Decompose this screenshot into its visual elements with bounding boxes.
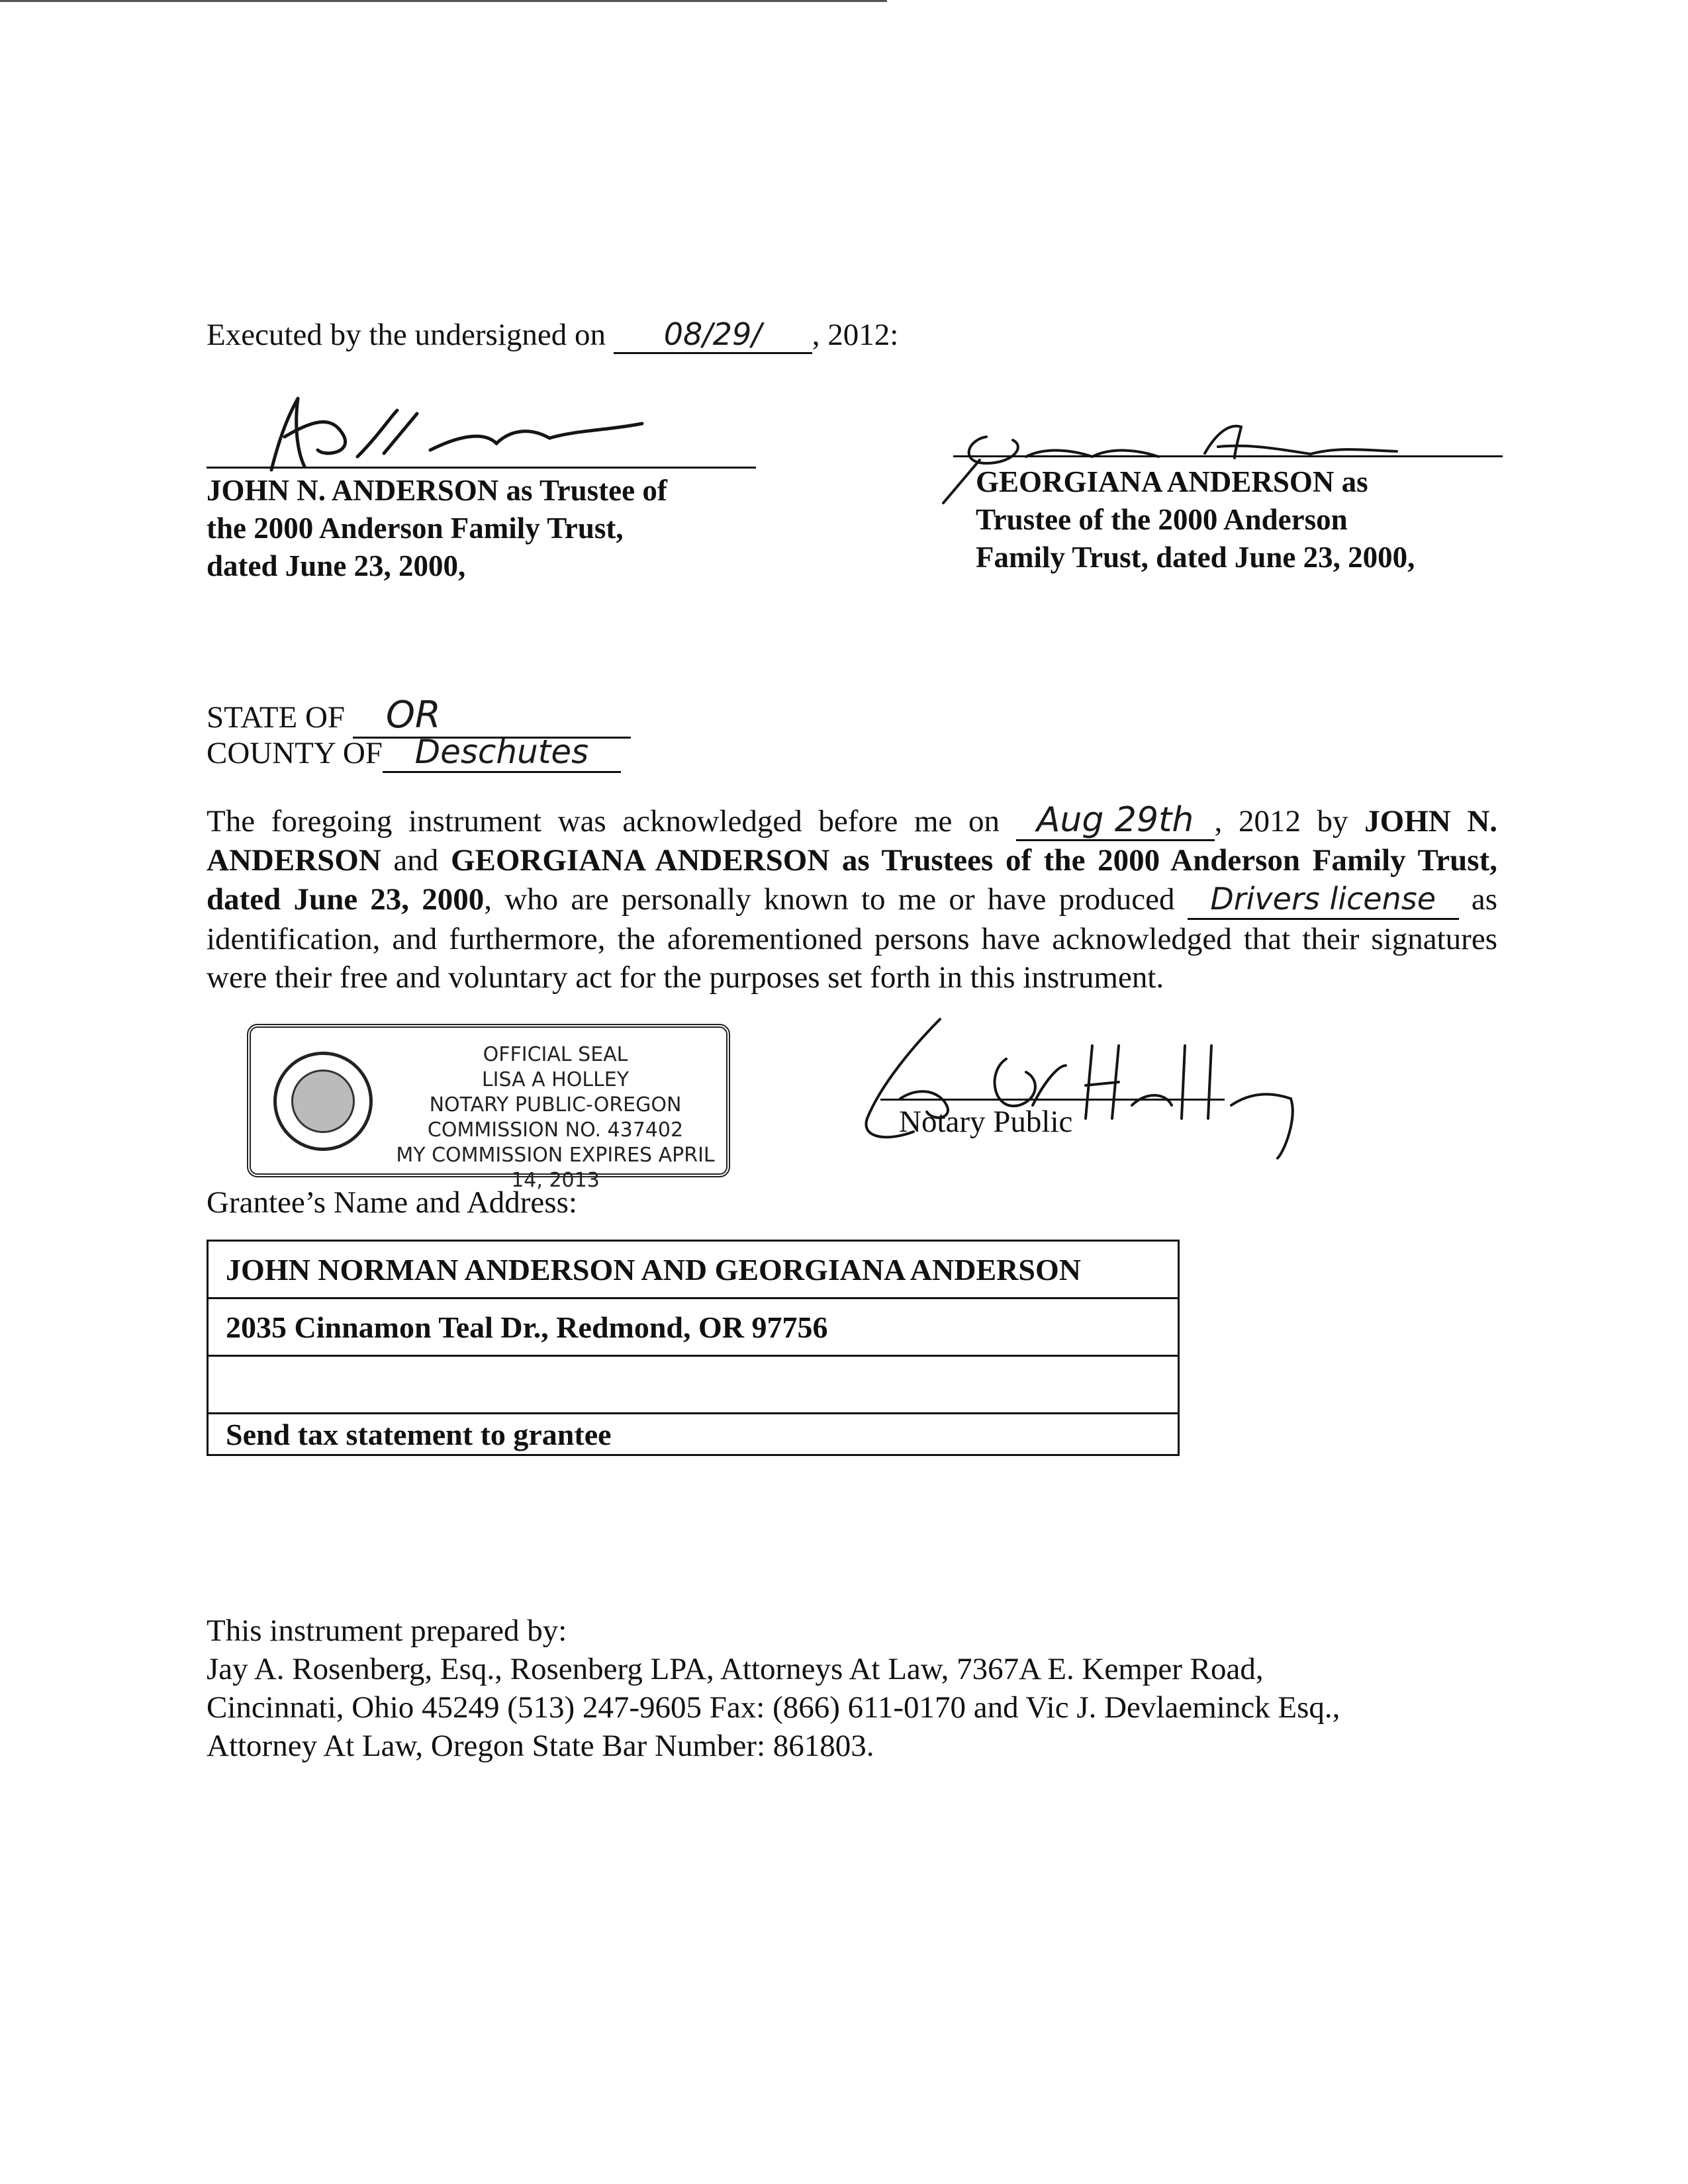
ack-text-2: , 2012 by bbox=[1214, 804, 1348, 839]
ack-text-5: as identification, and furthermore, the aforementioned persons have acknowledged that their signatures were their free and voluntary act for the purposes set forth in this instrument. bbox=[207, 882, 1498, 995]
ack-name-john: JOHN N. ANDERSON bbox=[207, 804, 1498, 878]
grantee-blank-cell bbox=[208, 1356, 1179, 1414]
state-value: OR bbox=[353, 694, 631, 739]
execution-year: , 2012: bbox=[812, 318, 899, 352]
ack-text-4: , who are personally known to me or have produced bbox=[484, 882, 1175, 917]
georgiana-caption bbox=[976, 463, 1415, 576]
table-row bbox=[208, 1356, 1179, 1414]
notary-public-label: Notary Public bbox=[899, 1105, 1073, 1139]
georgiana-caption-line-2: Trustee of the 2000 Anderson bbox=[976, 503, 1348, 536]
ack-name-georgiana: GEORGIANA ANDERSON as Trustees of the 2000 Anderson Family Trust, dated June 23, 2000 bbox=[207, 843, 1498, 917]
georgiana-caption-line-1: GEORGIANA ANDERSON as bbox=[976, 465, 1368, 498]
georgiana-signature-line bbox=[953, 455, 1503, 457]
county-value: Deschutes bbox=[383, 733, 621, 773]
prepared-by-heading: This instrument prepared by: bbox=[207, 1614, 567, 1648]
john-caption-line-1: JOHN N. ANDERSON as Trustee of bbox=[207, 474, 667, 507]
notary-signature bbox=[841, 1006, 1344, 1165]
table-row bbox=[208, 1298, 1179, 1356]
seal-emblem-center bbox=[291, 1069, 355, 1133]
grantee-address-cell: 2035 Cinnamon Teal Dr., Redmond, OR 97756 bbox=[208, 1298, 1179, 1356]
seal-line-1: OFFICIAL SEAL bbox=[483, 1043, 628, 1066]
execution-line bbox=[207, 316, 898, 354]
ack-text-1: The foregoing instrument was acknowledged before me on bbox=[207, 804, 1000, 839]
john-caption-line-2: the 2000 Anderson Family Trust, bbox=[207, 512, 624, 545]
execution-date: 08/29/ bbox=[614, 316, 812, 354]
prepared-by-line-3: Attorney At Law, Oregon State Bar Number: 861803. bbox=[207, 1729, 874, 1763]
seal-text bbox=[383, 1042, 727, 1193]
prepared-by-block bbox=[207, 1612, 1530, 1765]
county-row bbox=[207, 733, 621, 773]
grantee-name-cell: JOHN NORMAN ANDERSON AND GEORGIANA ANDERSON bbox=[208, 1241, 1179, 1298]
execution-lead: Executed by the undersigned on bbox=[207, 318, 606, 352]
seal-line-2: LISA A HOLLEY bbox=[481, 1068, 630, 1091]
acknowledgment-paragraph bbox=[207, 801, 1497, 997]
prepared-by-line-2: Cincinnati, Ohio 45249 (513) 247-9605 Fax: (866) 611-0170 and Vic J. Devlaeminck Esq., bbox=[207, 1690, 1340, 1725]
notary-signature-line bbox=[880, 1099, 1225, 1101]
grantee-label: Grantee’s Name and Address: bbox=[207, 1185, 577, 1220]
seal-line-5: MY COMMISSION EXPIRES APRIL 14, 2013 bbox=[396, 1144, 715, 1192]
table-row bbox=[208, 1414, 1179, 1455]
john-caption-line-3: dated June 23, 2000, bbox=[207, 549, 466, 582]
grantee-tax-cell: Send tax statement to grantee bbox=[208, 1414, 1179, 1455]
notary-seal-stamp bbox=[247, 1024, 730, 1192]
grantee-table bbox=[207, 1240, 1180, 1456]
county-label: COUNTY OF bbox=[207, 736, 383, 770]
scan-edge-line bbox=[0, 0, 887, 2]
john-signature bbox=[218, 390, 695, 477]
state-label: STATE OF bbox=[207, 700, 346, 735]
table-row bbox=[208, 1241, 1179, 1298]
seal-line-4: COMMISSION NO. 437402 bbox=[427, 1118, 684, 1142]
ack-date: Aug 29th bbox=[1016, 801, 1215, 841]
john-caption bbox=[207, 472, 667, 585]
john-signature-line bbox=[207, 467, 756, 469]
ack-id: Drivers license bbox=[1188, 880, 1459, 920]
state-row bbox=[207, 694, 631, 739]
prepared-by-line-1: Jay A. Rosenberg, Esq., Rosenberg LPA, Attorneys At Law, 7367A E. Kemper Road, bbox=[207, 1652, 1264, 1686]
oregon-seal-emblem bbox=[273, 1052, 373, 1151]
seal-line-3: NOTARY PUBLIC-OREGON bbox=[429, 1093, 682, 1116]
ack-text-3: and bbox=[393, 843, 439, 878]
georgiana-caption-line-3: Family Trust, dated June 23, 2000, bbox=[976, 541, 1415, 574]
